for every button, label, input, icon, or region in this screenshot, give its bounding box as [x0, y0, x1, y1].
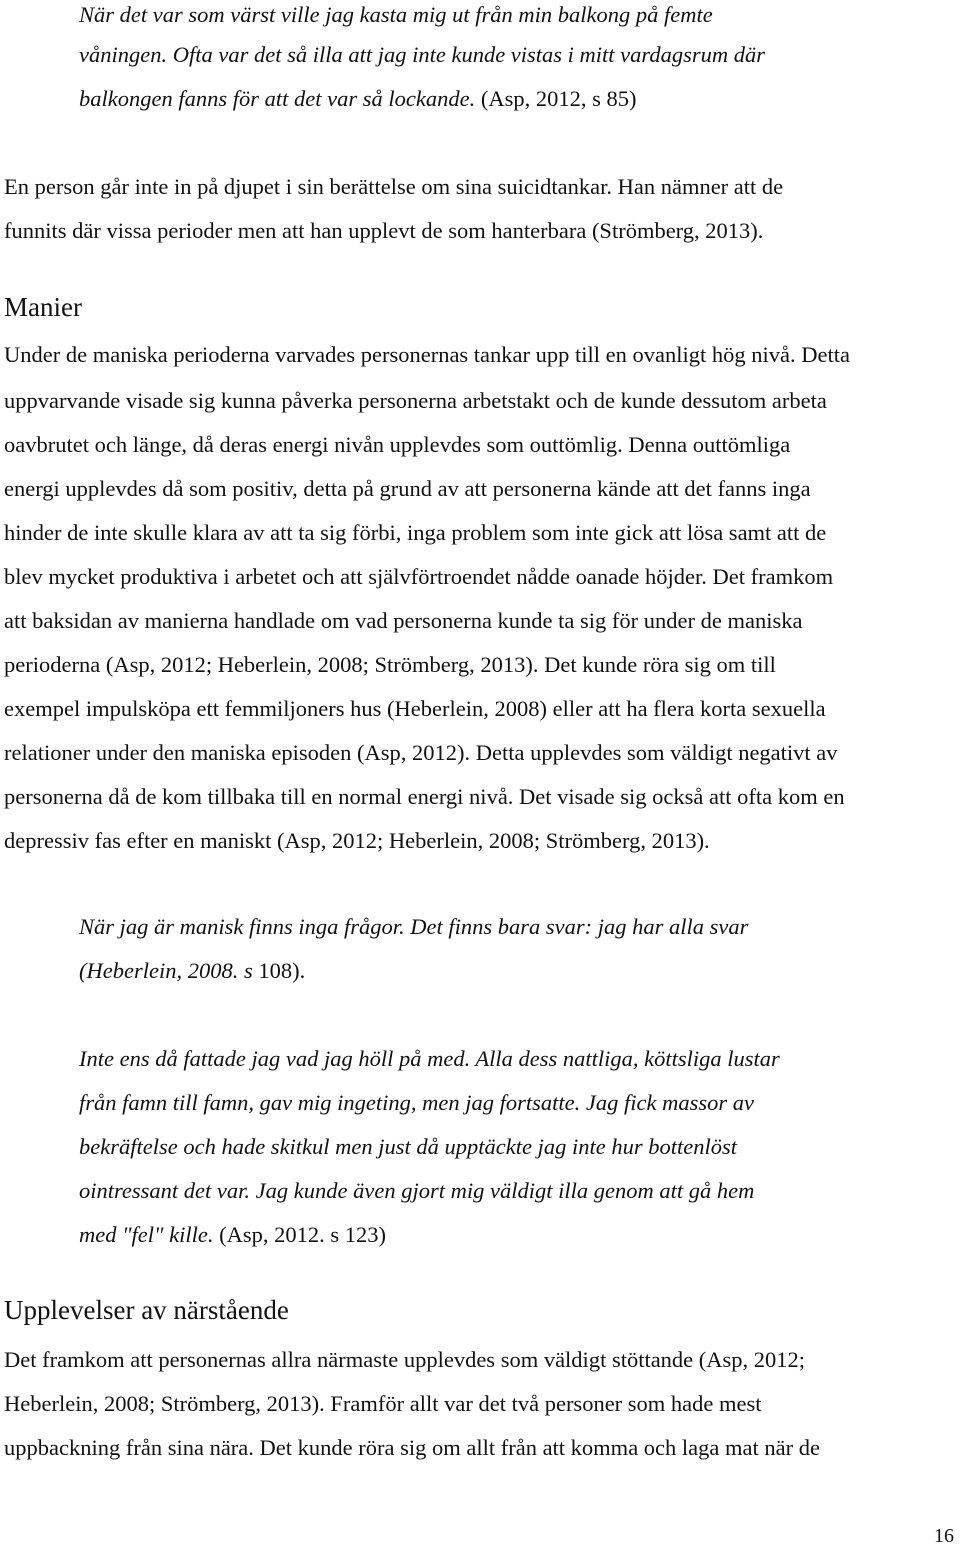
text-line: hinder de inte skulle klara av att ta sig förbi, inga problem som inte gick att lösa samt att de [4, 520, 827, 545]
text-line: Det framkom att personernas allra närmaste upplevdes som väldigt stöttande (Asp, 2012; [4, 1347, 806, 1372]
text-line: Under de maniska perioderna varvades personernas tankar upp till en ovanligt hög nivå. Detta [4, 342, 850, 367]
text-line: uppbackning från sina nära. Det kunde röra sig om allt från att komma och laga mat när de [4, 1435, 820, 1460]
page-number: 16 [934, 1525, 954, 1547]
quote-line: När jag är manisk finns inga frågor. Det finns bara svar: jag har alla svar [79, 914, 749, 939]
text-line: En person går inte in på djupet i sin berättelse om sina suicidtankar. Han nämner att de [4, 174, 784, 199]
section-heading-manier: Manier [4, 292, 82, 322]
text-line: depressiv fas efter en maniskt (Asp, 2012; Heberlein, 2008; Strömberg, 2013). [4, 828, 710, 853]
text-line: att baksidan av manierna handlade om vad personerna kunde ta sig för under de maniska [4, 608, 803, 633]
quote-line: ointressant det var. Jag kunde även gjort mig väldigt illa genom att gå hem [79, 1178, 755, 1203]
quote-text: med "fel" kille. [79, 1222, 214, 1247]
text-line: relationer under den maniska episoden (Asp, 2012). Detta upplevdes som väldigt negativt av [4, 740, 838, 765]
text-line: perioderna (Asp, 2012; Heberlein, 2008; Strömberg, 2013). Det kunde röra sig om till [4, 652, 776, 677]
quote-citation-plain: 108). [258, 958, 306, 983]
quote-line [79, 1220, 386, 1250]
quote-citation-italic: (Heberlein, 2008. s [79, 958, 259, 983]
quote-line: från famn till famn, gav mig ingeting, men jag fortsatte. Jag fick massor av [79, 1090, 754, 1115]
text-line: uppvarvande visade sig kunna påverka personerna arbetstakt och de kunde dessutom arbeta [4, 388, 827, 413]
text-line: personerna då de kom tillbaka till en normal energi nivå. Det visade sig också att ofta kom en [4, 784, 845, 809]
quote-citation: (Asp, 2012, s 85) [475, 86, 637, 111]
quote-line: bekräftelse och hade skitkul men just då upptäckte jag inte hur bottenlöst [79, 1134, 737, 1159]
quote-line: våningen. Ofta var det så illa att jag inte kunde vistas i mitt vardagsrum där [79, 42, 765, 67]
text-line: blev mycket produktiva i arbetet och att självförtroendet nådde oanade höjder. Det framkom [4, 564, 834, 589]
quote-line [79, 956, 305, 986]
text-line: Heberlein, 2008; Strömberg, 2013). Framför allt var det två personer som hade mest [4, 1391, 762, 1416]
quote-citation: (Asp, 2012. s 123) [213, 1222, 386, 1247]
section-heading-relatives: Upplevelser av närstående [4, 1295, 289, 1325]
quote-line: Inte ens då fattade jag vad jag höll på med. Alla dess nattliga, köttsliga lustar [79, 1046, 780, 1071]
text-line: oavbrutet och länge, då deras energi nivån upplevdes som outtömlig. Denna outtömliga [4, 432, 791, 457]
text-line: funnits där vissa perioder men att han upplevt de som hanterbara (Strömberg, 2013). [4, 218, 764, 243]
text-line: energi upplevdes då som positiv, detta på grund av att personerna kände att det fanns inga [4, 476, 811, 501]
text-line: exempel impulsköpa ett femmiljoners hus (Heberlein, 2008) eller att ha flera korta sexuella [4, 696, 826, 721]
quote-line: När det var som värst ville jag kasta mig ut från min balkong på femte [79, 2, 713, 27]
quote-line [79, 84, 636, 114]
quote-text: balkongen fanns för att det var så lockande. [79, 86, 476, 111]
